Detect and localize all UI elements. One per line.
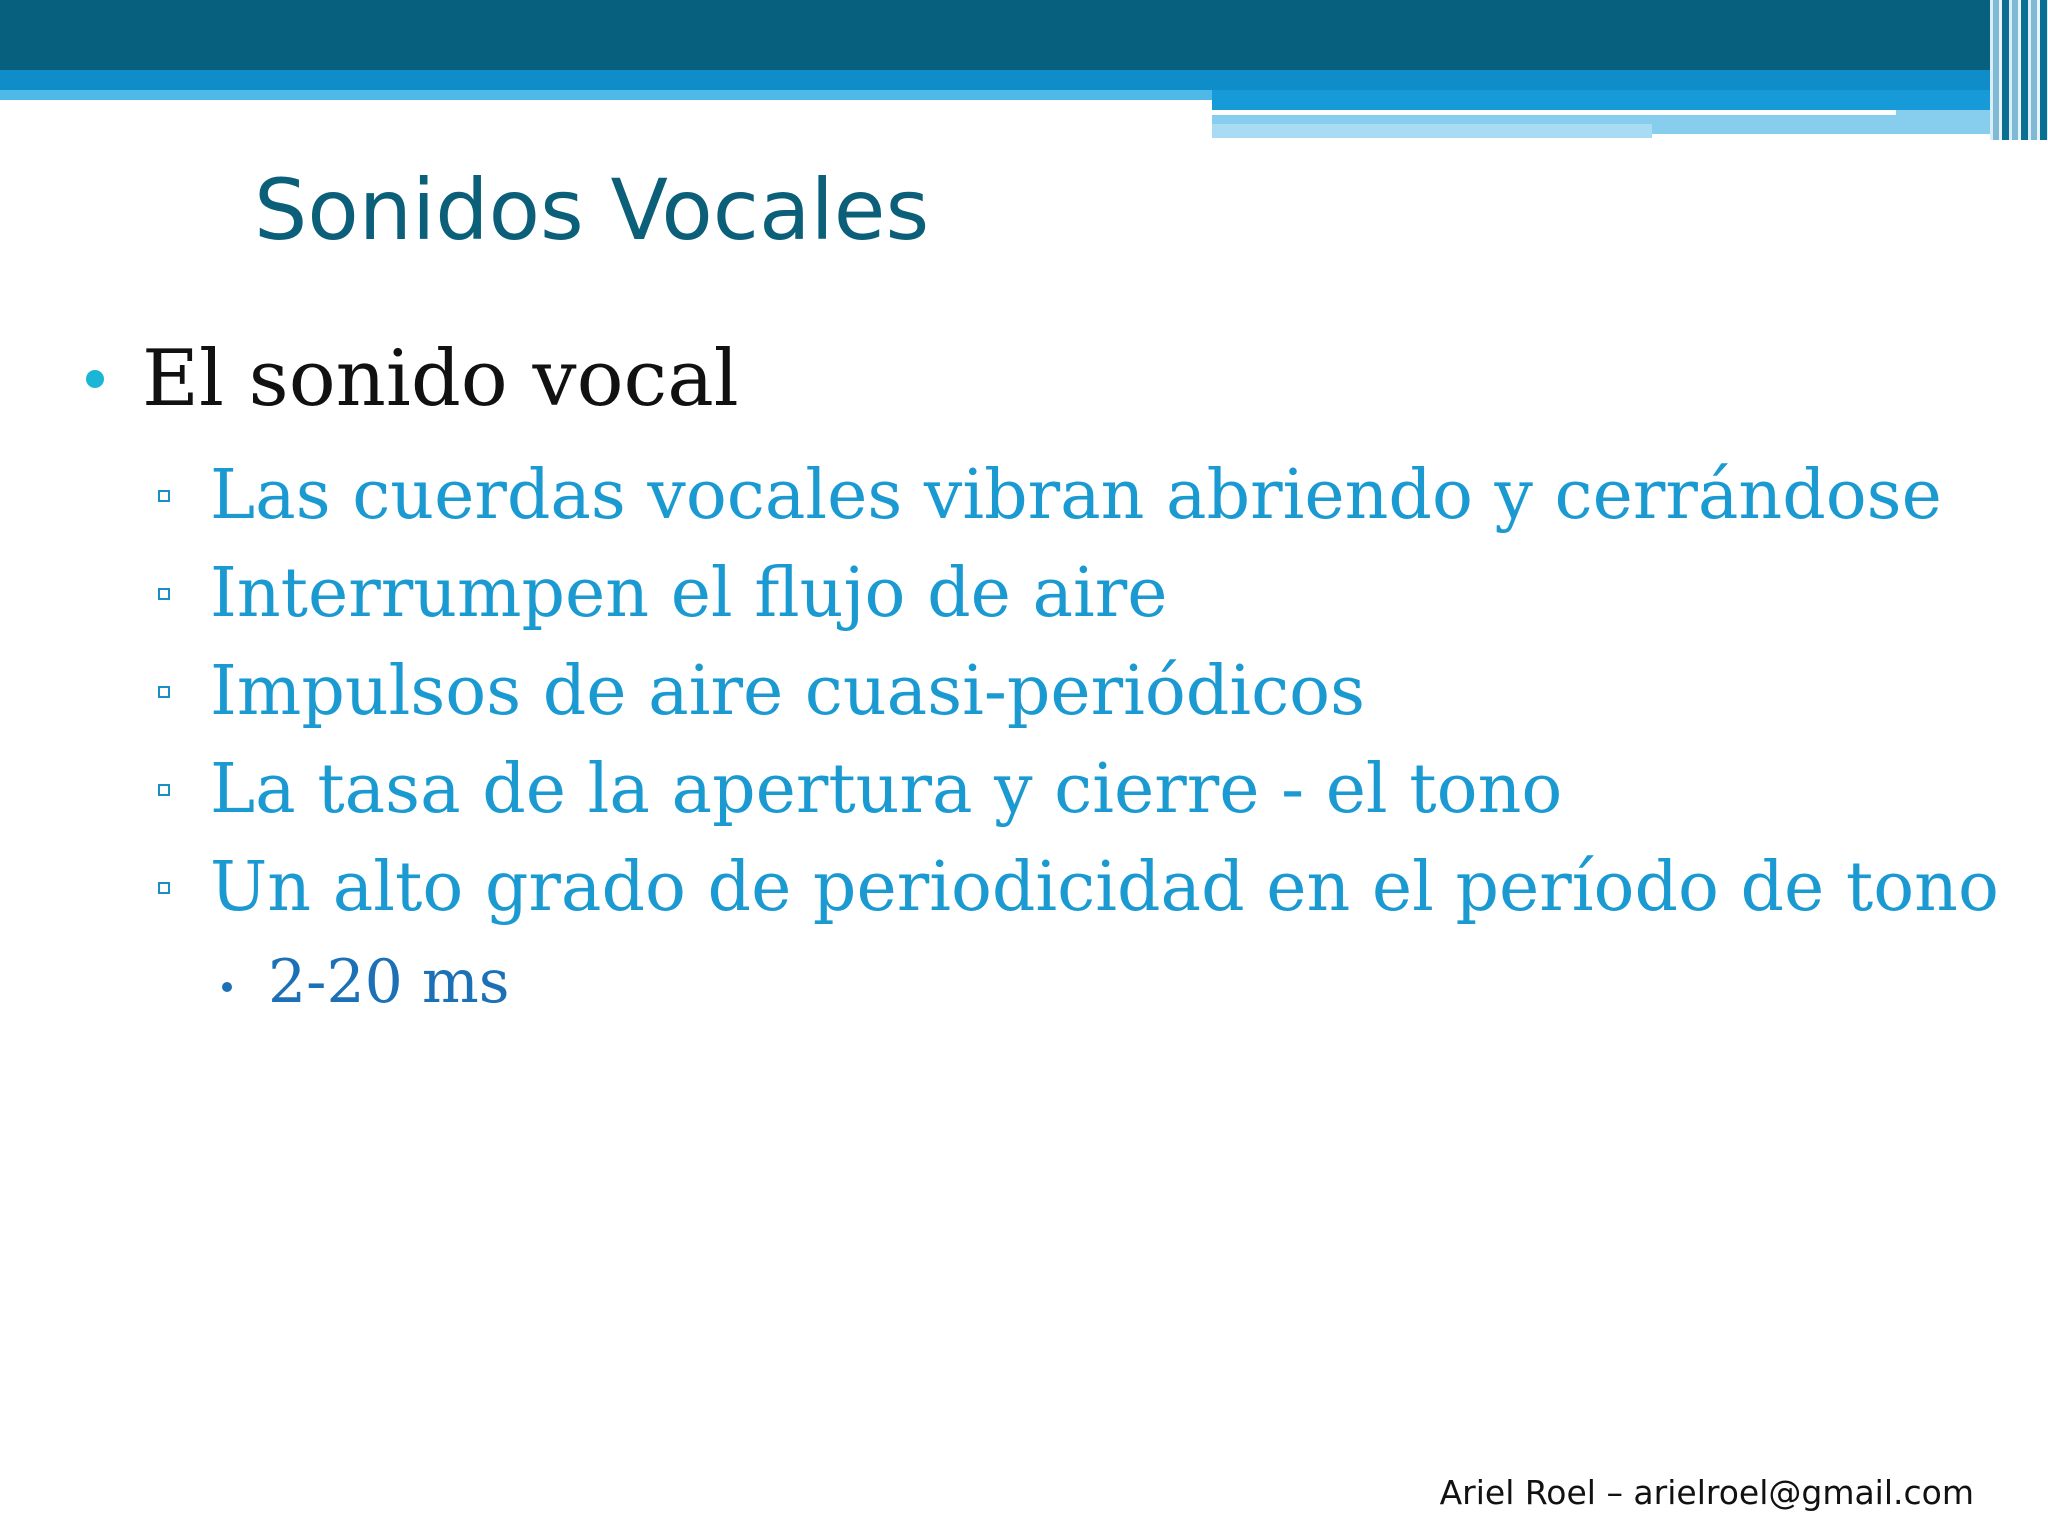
header-stripes — [1990, 0, 2048, 140]
square-bullet-icon — [158, 882, 170, 894]
bullet-text: El sonido vocal — [142, 334, 739, 424]
header-band-mid — [0, 70, 2048, 90]
small-dot-bullet-icon — [222, 982, 232, 992]
square-bullet-icon — [158, 686, 170, 698]
sub-bullet-text: La tasa de la apertura y cierre - el tono — [210, 750, 1563, 829]
sub-sub-bullet-text: 2-20 ms — [268, 947, 510, 1017]
bullet-dot-icon — [86, 370, 104, 388]
header-band-right-lower — [1212, 124, 1652, 138]
header-band-light — [0, 90, 1212, 100]
sub-bullet-text: Interrumpen el flujo de aire — [210, 554, 1168, 633]
sub-bullet-text: Un alto grado de periodicidad en el período de tono — [210, 848, 1999, 927]
square-bullet-icon — [158, 784, 170, 796]
header-band-right-line — [1212, 110, 1896, 115]
square-bullet-icon — [158, 588, 170, 600]
sub-bullet-text: Las cuerdas vocales vibran abriendo y cerrándose — [210, 456, 1942, 535]
slide-title: Sonidos Vocales — [254, 161, 930, 259]
square-bullet-icon — [158, 490, 170, 502]
sub-bullet-text: Impulsos de aire cuasi-periódicos — [210, 652, 1366, 731]
header-band-right — [1212, 90, 2048, 110]
header-band-dark — [0, 0, 2048, 70]
slide-footer: Ariel Roel – arielroel@gmail.com — [1439, 1473, 1974, 1512]
